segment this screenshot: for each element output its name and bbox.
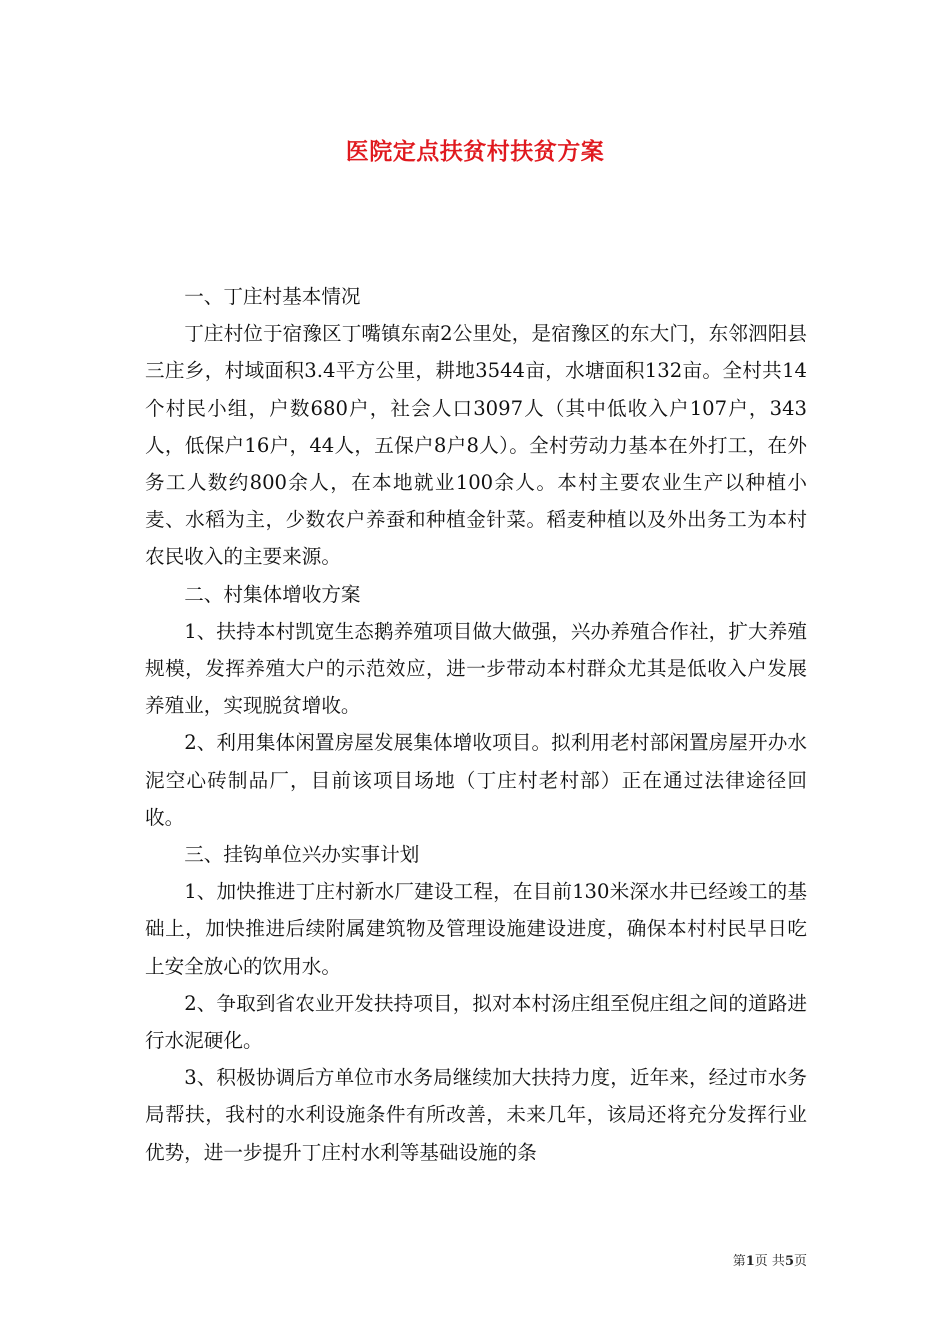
section-2-paragraph-1: 1、扶持本村凯宽生态鹅养殖项目做大做强，兴办养殖合作社，扩大养殖规模，发挥养殖大户的示范效应，进一步带动本村群众尤其是低收入户发展养殖业，实现脱贫增收。 xyxy=(145,619,807,718)
document-body xyxy=(145,278,807,1171)
page-footer xyxy=(700,1250,807,1269)
footer-prefix: 第 xyxy=(732,1254,746,1269)
section-3-paragraph-1: 1、加快推进丁庄村新水厂建设工程，在目前130米深水井已经竣工的基础上，加快推进后续附属建筑物及管理设施建设进度，确保本村村民早日吃上安全放心的饮用水。 xyxy=(145,880,807,978)
footer-suffix: 页 xyxy=(793,1254,807,1269)
footer-middle: 页 共 xyxy=(754,1254,785,1269)
section-2-paragraph-2: 2、利用集体闲置房屋发展集体增收项目。拟利用老村部闲置房屋开办水泥空心砖制品厂，目前该项目场地（丁庄村老村部）正在通过法律途径回收。 xyxy=(145,731,807,829)
section-heading-1: 一、丁庄村基本情况 xyxy=(184,285,361,308)
section-heading-3: 三、挂钩单位兴办实事计划 xyxy=(184,843,420,867)
section-3-paragraph-3: 3、积极协调后方单位市水务局继续加大扶持力度，近年来，经过市水务局帮扶，我村的水利设施条件有所改善，未来几年，该局还将充分发挥行业优势，进一步提升丁庄村水利等基础设施的条 xyxy=(145,1066,807,1164)
section-1-paragraph-1: 丁庄村位于宿豫区丁嘴镇东南2公里处，是宿豫区的东大门，东邻泗阳县三庄乡，村域面积3.4平方公里，耕地3544亩，水塘面积132亩。全村共14个村民小组，户数680户，社会人口3097人（其中低收入户107户，343人，低保户16户，44人，五保户8户8人）。全村劳动力基本在外打工，在外务工人数约800余人，在本地就业100余人。本村主要农业生产以种植小麦、水稻为主，少数农户养蚕和种植金针菜。稻麦种植以及外出务工为本村农民收入的主要来源。 xyxy=(145,322,807,569)
section-3-paragraph-2: 2、争取到省农业开发扶持项目，拟对本村汤庄组至倪庄组之间的道路进行水泥硬化。 xyxy=(145,991,807,1053)
footer-total-pages: 5 xyxy=(784,1254,794,1269)
footer-current-page: 1 xyxy=(745,1254,755,1269)
section-heading-2: 二、村集体增收方案 xyxy=(184,582,361,606)
document-title: 医院定点扶贫村扶贫方案 xyxy=(345,138,605,165)
